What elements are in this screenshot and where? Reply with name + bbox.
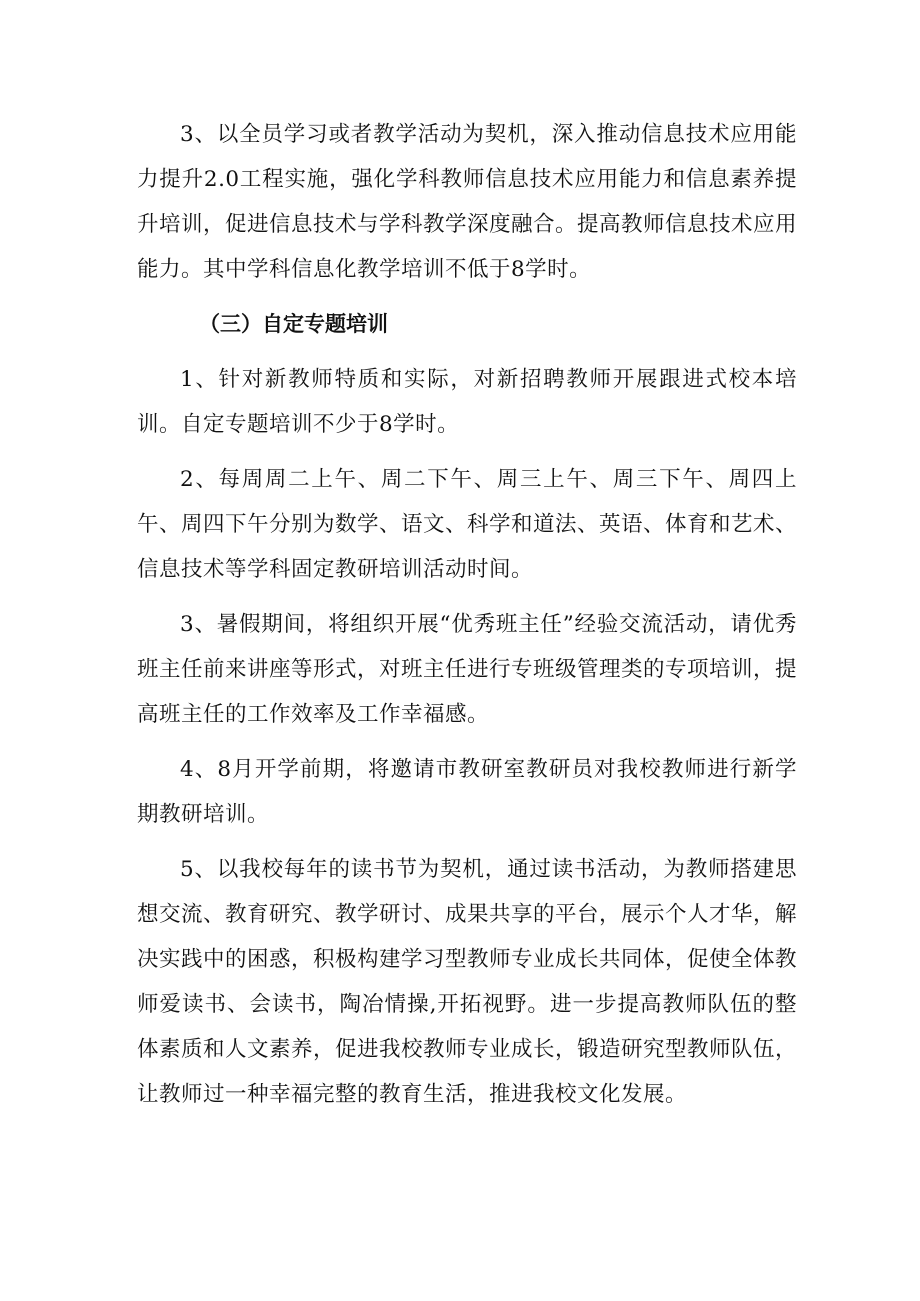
section-heading: （三）自定专题培训 xyxy=(199,312,388,336)
paragraph-item-5-reading-festival: 5、以我校每年的读书节为契机，通过读书活动，为教师搭建思想交流、教育研究、教学研讨、成果共享的平台，展示个人才华，解决实践中的困惑，积极构建学习型教师专业成长共同体，促使全体教师爱读书、会读书，陶冶情操,开拓视野。进一步提高教师队伍的整体素质和人文素养，促进我校教师专业成长，锻造研究型教师队伍，让教师过一种幸福完整的教育生活，推进我校文化发展。 xyxy=(137,857,798,1107)
document-body xyxy=(137,112,797,1127)
paragraph-item-1-new-teachers: 1、针对新教师特质和实际，对新招聘教师开展跟进式校本培训。自定专题培训不少于8学时。 xyxy=(137,367,797,437)
paragraph-item-2-weekly-schedule: 2、每周周二上午、周二下午、周三上午、周三下午、周四上午、周四下午分别为数学、语文、科学和道法、英语、体育和艺术、信息技术等学科固定教研培训活动时间。 xyxy=(137,467,798,582)
paragraph-item-4-august-training: 4、8月开学前期，将邀请市教研室教研员对我校教师进行新学期教研培训。 xyxy=(137,757,797,827)
paragraph-item-3-info-tech: 3、以全员学习或者教学活动为契机，深入推动信息技术应用能力提升2.0工程实施，强化学科教师信息技术应用能力和信息素养提升培训，促进信息技术与学科教学深度融合。提高教师信息技术应用能力。其中学科信息化教学培训不低于8学时。 xyxy=(137,122,798,282)
paragraph-item-3-head-teachers: 3、暑假期间，将组织开展“优秀班主任”经验交流活动，请优秀班主任前来讲座等形式，对班主任进行专班级管理类的专项培训，提高班主任的工作效率及工作幸福感。 xyxy=(137,612,798,727)
